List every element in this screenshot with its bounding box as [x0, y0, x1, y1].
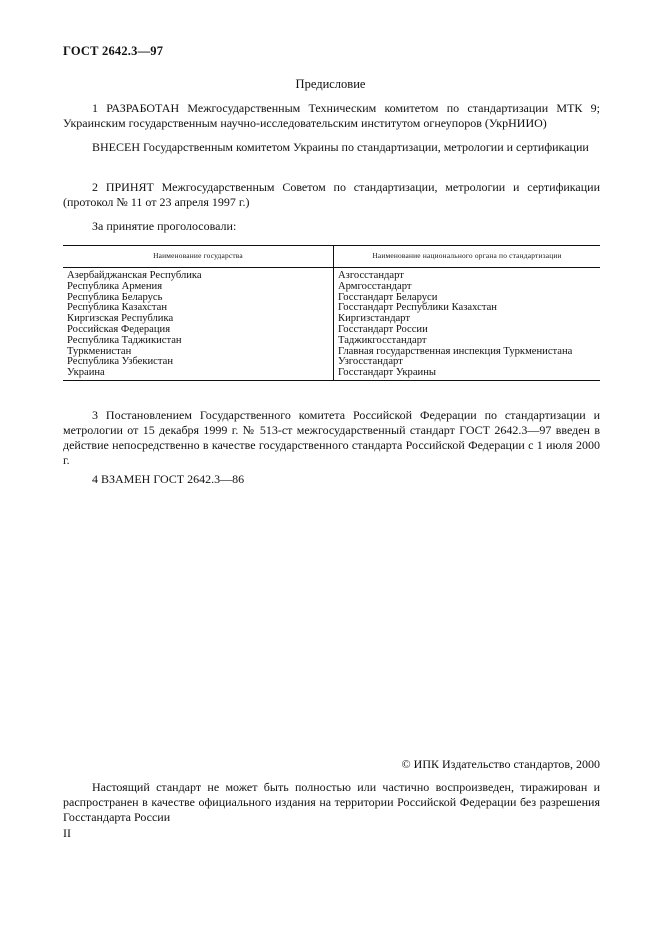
state-name: Республика Казахстан — [63, 303, 334, 314]
state-name: Азербайджанская Республика — [63, 268, 334, 282]
state-name: Туркменистан — [63, 347, 334, 358]
standard-code: ГОСТ 2642.3—97 — [63, 44, 164, 58]
copyright-line: © ИПК Издательство стандартов, 2000 — [401, 757, 600, 771]
standards-body: Азгосстандарт — [338, 270, 404, 281]
state-name: Республика Узбекистан — [63, 357, 334, 368]
column-header-state: Наименование государства — [63, 246, 334, 268]
state-name: Республика Таджикистан — [63, 336, 334, 347]
paragraph-enacted: 3 Постановлением Государственного комитета Российской Федерации по стандартизации и метрологии от 15 декабря 1999 г. № 513-ст межгосударственный стандарт ГОСТ 2642.3—97 введен в действие непосредственно в качестве государственного стандарта Российской Федерации с 1 июля 2000 г. — [63, 408, 600, 467]
table-row — [63, 282, 600, 293]
standards-body: Главная государственная инспекция Туркменистана — [338, 345, 573, 357]
table-row — [63, 357, 600, 368]
standards-body: Таджикгосстандарт — [338, 334, 427, 346]
page-title: Предисловие — [295, 77, 366, 91]
table-row — [63, 368, 600, 380]
state-name: Киргизская Республика — [63, 314, 334, 325]
paragraph-developed: 1 РАЗРАБОТАН Межгосударственным Техническим комитетом по стандартизации МТК 9; Украинским государственным научно-исследовательским институтом огнеупоров (УкрНИИО) — [63, 101, 600, 130]
state-name: Республика Беларусь — [63, 293, 334, 304]
table-header-row — [63, 246, 600, 268]
column-header-body: Наименование национального органа по стандартизации — [334, 246, 601, 268]
table-row — [63, 268, 600, 282]
page-number: II — [63, 826, 71, 840]
standards-body: Узгосстандарт — [338, 356, 403, 368]
paragraph-introduced: ВНЕСЕН Государственным комитетом Украины по стандартизации, метрологии и сертификации — [92, 140, 589, 154]
standards-body: Госстандарт Украины — [334, 368, 601, 380]
standards-body: Армгосстандарт — [338, 280, 412, 292]
standards-body: Госстандарт Беларуси — [338, 291, 438, 303]
state-name: Российская Федерация — [63, 325, 334, 336]
paragraph-adopted: 2 ПРИНЯТ Межгосударственным Советом по стандартизации, метрологии и сертификации (протокол № 11 от 23 апреля 1997 г.) — [63, 180, 600, 209]
standards-body: Госстандарт Республики Казахстан — [338, 302, 497, 314]
standards-body: Госстандарт России — [338, 323, 428, 335]
standards-body: Киргизстандарт — [338, 313, 410, 325]
reproduction-notice: Настоящий стандарт не может быть полностью или частично воспроизведен, тиражирован и распространен в качестве официального издания на территории Российской Федерации без разрешения Госстандарта России — [63, 780, 600, 824]
voted-intro: За принятие проголосовали: — [92, 219, 237, 233]
state-name: Украина — [63, 368, 334, 380]
voting-states-table — [63, 245, 600, 381]
table-row — [63, 336, 600, 347]
state-name: Республика Армения — [63, 282, 334, 293]
paragraph-replaces: 4 ВЗАМЕН ГОСТ 2642.3—86 — [92, 472, 245, 486]
